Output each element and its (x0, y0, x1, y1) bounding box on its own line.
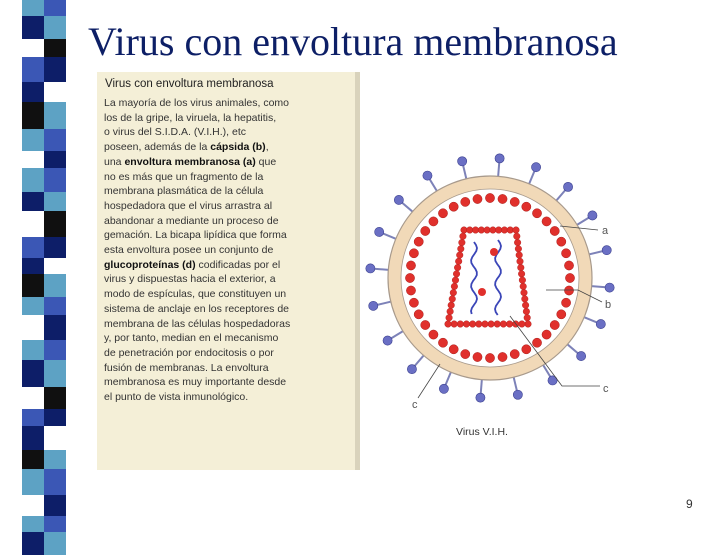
capsid-bead (557, 310, 566, 319)
panel-line (104, 346, 346, 361)
capsid-bead (498, 194, 507, 203)
panel-line (104, 214, 346, 229)
line-text: membranosa es muy importante desde (104, 376, 287, 389)
core-bead (514, 239, 521, 246)
line-text: una (104, 155, 125, 168)
core-bead (518, 264, 525, 271)
capsid-bead (550, 226, 559, 235)
core-bead (488, 321, 495, 328)
panel-line (104, 375, 346, 390)
bold-term: envoltura membranosa (a) (124, 155, 256, 168)
text-panel (97, 72, 360, 470)
capsid-bead (438, 209, 447, 218)
line-text: sistema de anclaje en los receptores de (104, 302, 290, 315)
panel-line (104, 287, 346, 302)
capsid-bead (564, 261, 573, 270)
spike-head (423, 171, 432, 180)
panel-line (104, 302, 346, 317)
core-bead (524, 314, 531, 321)
capsid-bead (461, 349, 470, 358)
line-text: gemación. La bicapa lipídica que forma (104, 229, 287, 242)
core-bead (525, 321, 532, 328)
core-bead (506, 321, 513, 328)
line-text: el punto de vista inmunológico. (104, 391, 249, 404)
panel-line (104, 228, 346, 243)
line-text: abandonar a mediante un proceso de (104, 214, 279, 227)
spike-head (366, 264, 375, 273)
decorative-stripe (22, 0, 66, 540)
spike-head (577, 351, 586, 360)
line-text: codificadas por el (195, 258, 281, 271)
core-bead (460, 233, 467, 240)
core-bead (520, 283, 527, 290)
line-text: o virus del S.I.D.A. (V.I.H.), etc (104, 126, 246, 139)
panel-line (104, 272, 346, 287)
core-bead (445, 321, 452, 328)
capsid-bead (429, 330, 438, 339)
page-number: 9 (686, 497, 693, 511)
capsid-bead (414, 310, 423, 319)
capsid-bead (405, 273, 414, 282)
core-bead (522, 296, 529, 303)
core-bead (522, 302, 529, 309)
spike-head (563, 182, 572, 191)
capsid-bead (532, 209, 541, 218)
line-text: modo de espículas, que constituyen un (104, 288, 287, 301)
spike-head (605, 283, 614, 292)
core-bead (450, 289, 457, 296)
panel-line (104, 184, 346, 199)
capsid-bead (522, 345, 531, 354)
capsid-bead (406, 286, 415, 295)
core-bead (463, 321, 470, 328)
capsid-bead (564, 286, 573, 295)
panel-line (104, 243, 346, 258)
line-text: membrana plasmática de la célula (104, 185, 264, 198)
core-bead (456, 252, 463, 259)
line-text: , (265, 141, 269, 154)
panel-line (104, 155, 346, 170)
core-bead (519, 321, 526, 328)
core-bead (447, 308, 454, 315)
core-bead (455, 258, 462, 265)
label-a: a (602, 225, 609, 237)
panel-line (104, 361, 346, 376)
capsid-bead (449, 202, 458, 211)
panel-heading: Virus con envoltura membranosa (105, 78, 274, 90)
line-text: esta envoltura posee un conjunto de (104, 244, 274, 257)
panel-line (104, 111, 346, 126)
bold-term: glucoproteínas (d) (104, 258, 196, 271)
capsid-bead (498, 352, 507, 361)
core-bead (459, 239, 466, 246)
core-bead (448, 302, 455, 309)
line-text: La mayoría de los virus animales, como (104, 97, 289, 109)
capsid-bead (510, 197, 519, 206)
core-bead (475, 321, 482, 328)
core-bead (517, 258, 524, 265)
capsid-bead (473, 352, 482, 361)
spike-head (495, 154, 504, 163)
core-bead (482, 321, 489, 328)
capsid-bead (565, 273, 574, 282)
enzyme-dot (478, 288, 486, 296)
core-bead (458, 246, 465, 253)
core-bead (494, 321, 501, 328)
spike-head (602, 246, 611, 255)
label-c-left: c (412, 399, 418, 411)
spike-head (383, 336, 392, 345)
panel-line (104, 140, 346, 155)
capsid-bead (542, 217, 551, 226)
panel-line (104, 390, 346, 405)
line-text: que (255, 155, 277, 168)
label-c-right: c (603, 383, 609, 395)
core-bead (469, 321, 476, 328)
spike-head (394, 195, 403, 204)
panel-line (104, 199, 346, 214)
capsid-bead (461, 197, 470, 206)
line-text: fusión de membranas. La envoltura (104, 361, 269, 374)
panel-line (104, 258, 346, 273)
capsid-bead (421, 226, 430, 235)
enzyme-dot (490, 248, 498, 256)
label-b: b (605, 299, 612, 311)
capsid-bead (510, 349, 519, 358)
slide-title: Virus con envoltura membranosa (88, 19, 618, 64)
capsid-bead (429, 217, 438, 226)
core-bead (457, 321, 464, 328)
virus-diagram (360, 150, 620, 450)
capsid-bead (406, 261, 415, 270)
line-text: de penetración por endocitosis o por (104, 346, 274, 359)
core-bead (513, 227, 520, 234)
panel-line (104, 125, 346, 140)
capsid-bead (409, 249, 418, 258)
core-bead (446, 314, 453, 321)
capsid-bead (409, 298, 418, 307)
capsid-bead (421, 320, 430, 329)
core-bead (521, 289, 528, 296)
core-bead (452, 277, 459, 284)
line-text: poseen, además de la (104, 141, 211, 154)
capsid-bead (561, 249, 570, 258)
panel-line (104, 331, 346, 346)
spike-head (476, 393, 485, 402)
spike-head (596, 319, 605, 328)
capsid-bead (532, 338, 541, 347)
spike-head (588, 211, 597, 220)
spike-head (375, 227, 384, 236)
capsid-bead (550, 320, 559, 329)
label-line-c-left (418, 364, 440, 398)
line-text: virus y dispuestas hacia el exterior, a (104, 273, 276, 286)
core-bead (518, 271, 525, 278)
bold-term: cápsida (b) (210, 141, 266, 154)
diagram-caption: Virus V.I.H. (456, 426, 508, 438)
core-bead (453, 271, 460, 278)
envelope-inner (401, 189, 579, 367)
panel-line (104, 96, 346, 111)
line-text: los de la gripe, la viruela, la hepatitis, (104, 111, 277, 124)
spike-head (407, 365, 416, 374)
capsid-bead (557, 237, 566, 246)
capsid-bead (542, 330, 551, 339)
capsid-bead (449, 345, 458, 354)
panel-line (104, 170, 346, 185)
core-bead (514, 233, 521, 240)
panel-line (104, 317, 346, 332)
capsid-bead (561, 298, 570, 307)
core-bead (515, 246, 522, 253)
core-bead (519, 277, 526, 284)
line-text: no es más que un fragmento de la (104, 170, 264, 183)
capsid-bead (438, 338, 447, 347)
capsid-bead (414, 237, 423, 246)
spike-head (458, 157, 467, 166)
line-text: y, por tanto, median en el mecanismo (104, 332, 279, 345)
capsid-bead (485, 193, 494, 202)
core-bead (451, 283, 458, 290)
core-bead (454, 264, 461, 271)
core-bead (516, 252, 523, 259)
line-text: membrana de las células hospedadoras (104, 317, 291, 330)
core-bead (451, 321, 458, 328)
capsid-bead (522, 202, 531, 211)
spike-head (531, 163, 540, 172)
capsid-bead (473, 194, 482, 203)
spike-head (369, 301, 378, 310)
capsid-bead (485, 353, 494, 362)
core-bead (523, 308, 530, 315)
spike-head (439, 384, 448, 393)
core-bead (449, 296, 456, 303)
core-bead (500, 321, 507, 328)
line-text: hospedadora que el virus arrastra al (104, 199, 273, 212)
spike-head (513, 390, 522, 399)
panel-body (104, 96, 346, 405)
